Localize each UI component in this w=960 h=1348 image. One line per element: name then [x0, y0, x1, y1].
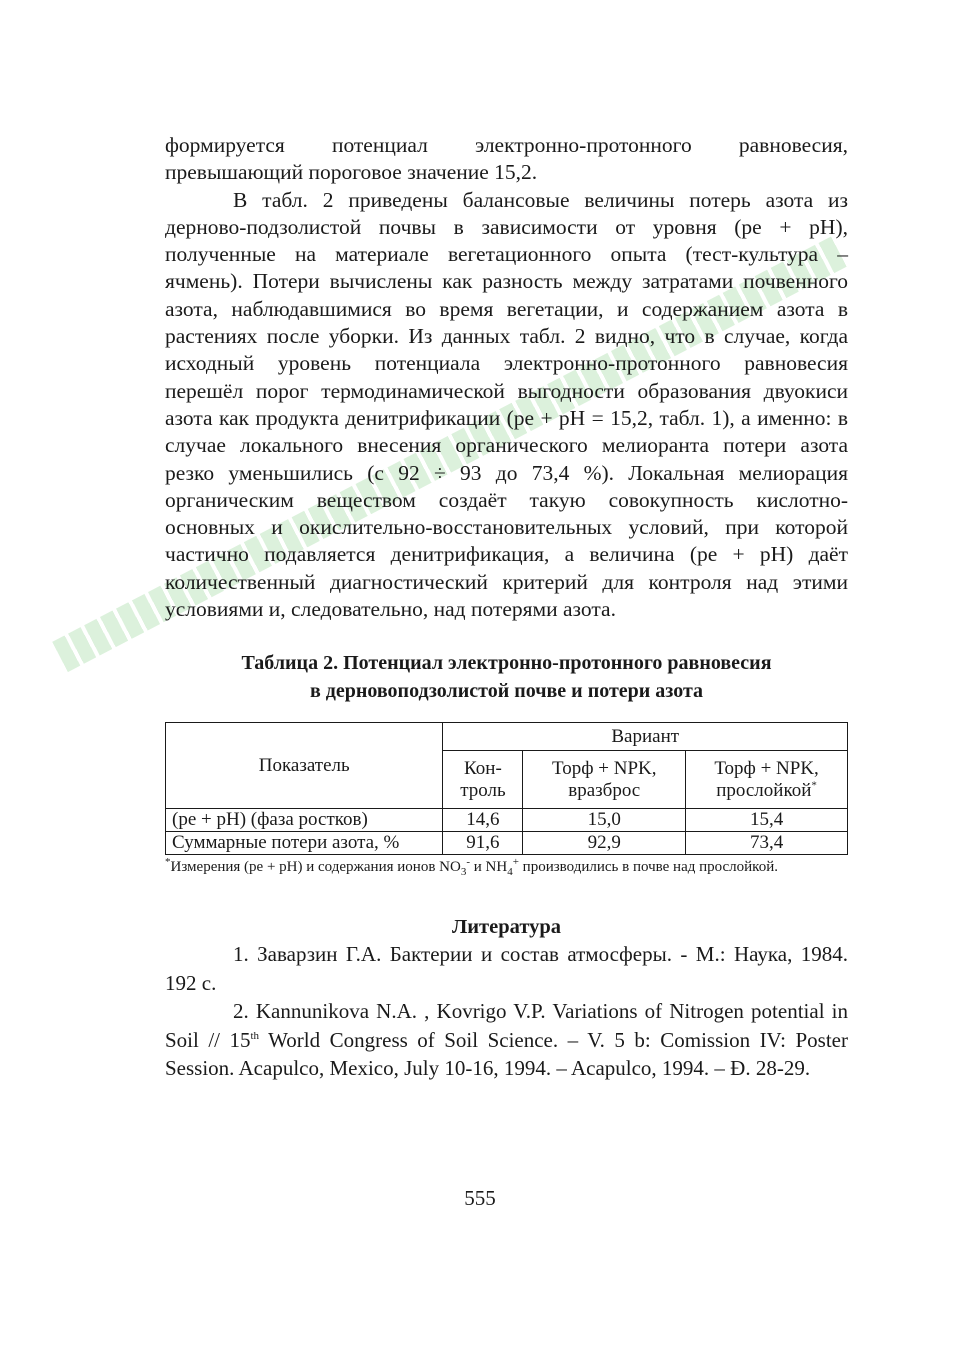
page-content: [165, 132, 848, 1083]
table-cell: 14,6: [443, 809, 523, 832]
reference-sup: th: [250, 1029, 260, 1042]
column-header-line: Кон-: [464, 757, 502, 779]
column-header-line: вразброс: [568, 779, 641, 801]
reference-text: 2. Kannunikova N.A. , Kovrigo V.P. Variations of Nitrogen potential in Soil // 15: [165, 999, 848, 1052]
footnote-text: Измерения (pe + pH) и содержания ионов NO: [170, 859, 461, 876]
footnote-sub: 4: [507, 866, 513, 879]
footnote-sup: -: [466, 856, 470, 869]
paragraph-continuation: формируется потенциал электронно-протонного равновесия, превышающий пороговое значение 15,2.: [165, 133, 848, 185]
table-footnote: [165, 857, 848, 878]
table-cell: 15,0: [523, 809, 686, 832]
row-label: Суммарные потери азота, %: [166, 832, 443, 855]
column-header-line: Торф + NPK,: [714, 757, 819, 779]
column-header-peat-broadcast: [523, 751, 686, 809]
table-cell: 73,4: [686, 832, 848, 855]
reference-text: World Congress of Soil Science. – V. 5 b: Comission IV: Poster Session. Acapulco, Mexico, July 10-16, 1994. – Acapulco, 1994. – Ð. 28-29.: [165, 1027, 848, 1081]
paragraph-main: В табл. 2 приведены балансовые величины потерь азота из дерново-подзолистой почвы в зависимости от уровня (pe + pH), полученные на материале вегетационного опыта (тест-культура – ячмень). Потери вычислены как разность между затратами почвенного азота, наблюдавшимися во время вегетации, и содержанием азота в растениях после уборки. Из данных табл. 2 видно, что в случае, когда исходный уровень потенциала электронно-протонного равновесия перешёл порог термодинамической выгодности образования двуокиси азота как продукта денитрификации (pe + pH = 15,2, табл. 1), а именно: в случае локального внесения органического мелиоранта потери азота резко уменьшились (с 92 ÷ 93 до 73,4 %). Локальная мелиорация органическим веществом создаёт такую совокупность кислотно-основных и окислительно-восстановительных условий, при которой частично подавляется денитрификация, а величина (pe + pH) даёт количественный диагностический критерий для контроля над этими условиями и, следовательно, над потерями азота.: [165, 187, 848, 622]
table-cell: 15,4: [686, 809, 848, 832]
column-header-control: [443, 751, 523, 809]
table-caption-line2: в дерновоподзолистой почве и потери азота: [309, 680, 704, 703]
reference-item: [165, 997, 848, 1083]
footnote-text: производились в почве над прослойкой.: [518, 859, 778, 876]
column-header-line: троль: [460, 779, 506, 801]
table-row: [166, 809, 848, 832]
data-table: [165, 722, 848, 855]
row-label: (pe + pH) (фаза ростков): [166, 809, 443, 832]
table-caption-line1: Таблица 2. Потенциал электронно-протонного равновесия: [241, 652, 772, 675]
footnote-mark: *: [165, 856, 171, 869]
table-row: [166, 832, 848, 855]
table-cell: 92,9: [523, 832, 686, 855]
footnote-mark: *: [811, 779, 817, 792]
table-caption: [165, 649, 848, 705]
page-number: 555: [464, 1186, 496, 1210]
column-header-line: [692, 780, 841, 802]
footnote-text: и NH: [470, 859, 508, 876]
column-header-text: прослойкой: [716, 779, 812, 801]
header-variant: Вариант: [443, 723, 848, 751]
table-cell: 91,6: [443, 832, 523, 855]
footnote-sub: 3: [460, 866, 467, 879]
footnote-sup: +: [512, 856, 519, 869]
column-header-line: Торф + NPK,: [552, 757, 657, 779]
column-header-peat-layer: [686, 751, 848, 809]
header-indicator: Показатель: [166, 723, 443, 809]
references-title: Литература: [451, 916, 562, 939]
reference-item: 1. Заварзин Г.А. Бактерии и состав атмосферы. - М.: Наука, 1984. 192 с.: [165, 942, 848, 995]
